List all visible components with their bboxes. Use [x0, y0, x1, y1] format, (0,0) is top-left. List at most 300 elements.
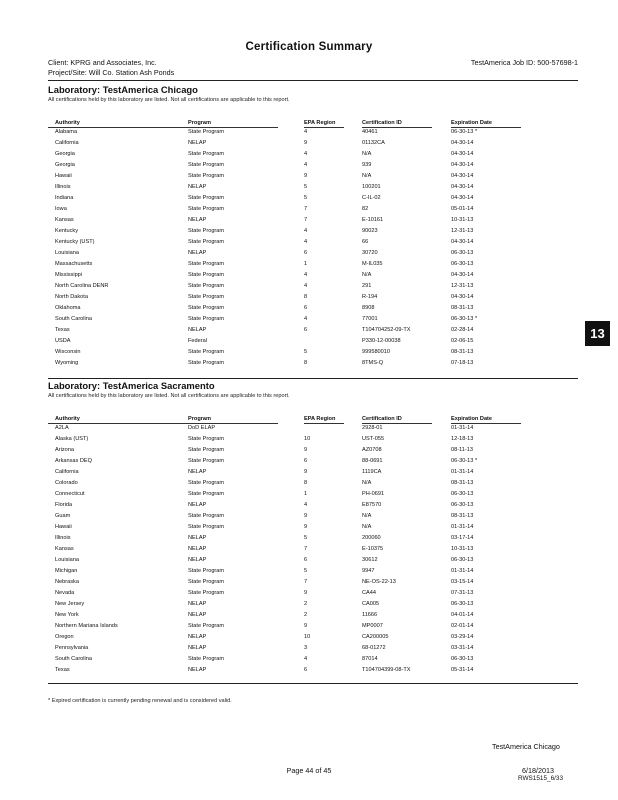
- expiration-date-cell: 03-31-14: [451, 645, 474, 651]
- program-cell: State Program: [188, 173, 225, 179]
- expiration-date-cell: 02-06-15: [451, 338, 474, 344]
- epa-region-cell: 8: [304, 480, 308, 486]
- expiration-date-cell: 06-30-13: [451, 261, 474, 267]
- doc-code: RWS1515_6/33: [518, 775, 564, 782]
- epa-region-cell: 7: [304, 546, 308, 552]
- authority-cell: Nebraska: [55, 579, 79, 585]
- epa-region-cell: 4: [304, 283, 308, 289]
- expiration-date-cell: 01-31-14: [451, 524, 474, 530]
- program-cell: State Program: [188, 579, 225, 585]
- authority-cell: Louisiana: [55, 557, 79, 563]
- program-cell: NELAP: [188, 250, 207, 256]
- expiration-date-cell: 04-01-14: [451, 612, 474, 618]
- epa-region-cell: 6: [304, 557, 308, 563]
- certification-id-cell: 200060: [362, 535, 381, 541]
- table-row: [0, 612, 618, 623]
- expiration-date-cell: 03-29-14: [451, 634, 474, 640]
- expiration-date-cell: 04-30-14: [451, 239, 474, 245]
- authority-cell: Texas: [55, 327, 70, 333]
- epa-region-cell: 4: [304, 129, 308, 135]
- program-cell: NELAP: [188, 502, 207, 508]
- footer-date: 6/18/2013: [522, 766, 554, 775]
- expiration-date-cell: 08-31-13: [451, 349, 474, 355]
- table-row: [0, 294, 618, 305]
- table-row: [0, 623, 618, 634]
- program-cell: State Program: [188, 590, 225, 596]
- expiration-date-cell: 06-30-13 *: [451, 458, 478, 464]
- authority-cell: Hawaii: [55, 524, 72, 530]
- expiration-date-cell: 04-30-14: [451, 162, 474, 168]
- table-row: [0, 469, 618, 480]
- expiration-date-cell: 08-31-13: [451, 513, 474, 519]
- epa-region-cell: 7: [304, 206, 308, 212]
- authority-cell: Alabama: [55, 129, 78, 135]
- expiration-date-cell: 04-30-14: [451, 151, 474, 157]
- program-cell: NELAP: [188, 612, 207, 618]
- certification-id-cell: 9947: [362, 568, 375, 574]
- certification-id-cell: T104704252-09-TX: [362, 327, 411, 333]
- epa-region-cell: 5: [304, 568, 308, 574]
- certification-id-cell: M-IL035: [362, 261, 383, 267]
- footer-lab: TestAmerica Chicago: [492, 742, 560, 751]
- certification-id-cell: PH-0691: [362, 491, 385, 497]
- section-tab: 13: [585, 321, 610, 346]
- expiration-date-cell: 12-31-13: [451, 228, 474, 234]
- certification-id-cell: 66: [362, 239, 369, 245]
- table-row: [0, 645, 618, 656]
- epa-region-cell: 4: [304, 151, 308, 157]
- expiration-date-cell: 04-30-14: [451, 294, 474, 300]
- table-row: [0, 162, 618, 173]
- epa-region-cell: 4: [304, 502, 308, 508]
- authority-cell: Georgia: [55, 151, 75, 157]
- authority-cell: Oklahoma: [55, 305, 81, 311]
- expiration-date-cell: 05-31-14: [451, 667, 474, 673]
- table-row: [0, 513, 618, 524]
- certification-id-cell: 30612: [362, 557, 378, 563]
- epa-region-cell: 5: [304, 195, 308, 201]
- expiration-date-cell: 12-18-13: [451, 436, 474, 442]
- program-cell: State Program: [188, 195, 225, 201]
- certification-id-cell: 999580010: [362, 349, 390, 355]
- epa-region-cell: 6: [304, 250, 308, 256]
- expiration-date-cell: 04-30-14: [451, 140, 474, 146]
- table-row: [0, 447, 618, 458]
- program-cell: State Program: [188, 151, 225, 157]
- expiration-date-cell: 06-30-13: [451, 491, 474, 497]
- col-certification-id: Certification ID: [362, 120, 402, 126]
- program-cell: State Program: [188, 283, 225, 289]
- certification-id-cell: CA44: [362, 590, 376, 596]
- epa-region-cell: 8: [304, 294, 308, 300]
- expiration-date-cell: 08-31-13: [451, 305, 474, 311]
- program-cell: NELAP: [188, 184, 207, 190]
- epa-region-cell: 4: [304, 162, 308, 168]
- table-row: [0, 195, 618, 206]
- table-row: [0, 601, 618, 612]
- program-cell: NELAP: [188, 217, 207, 223]
- authority-cell: Nevada: [55, 590, 75, 596]
- certification-id-cell: CA005: [362, 601, 380, 607]
- authority-cell: Mississippi: [55, 272, 83, 278]
- job-id: TestAmerica Job ID: 500-57698-1: [470, 58, 578, 67]
- table-rule: [48, 127, 278, 128]
- col-expiration-date: Expiration Date: [451, 416, 493, 422]
- table-row: [0, 502, 618, 513]
- program-cell: State Program: [188, 480, 225, 486]
- table-row: [0, 206, 618, 217]
- certification-id-cell: N/A: [362, 513, 372, 519]
- client-line: Client: KPRG and Associates, Inc.: [48, 58, 157, 67]
- authority-cell: Hawaii: [55, 173, 72, 179]
- epa-region-cell: 9: [304, 623, 308, 629]
- table-row: [0, 228, 618, 239]
- table-row: [0, 579, 618, 590]
- expiration-date-cell: 04-30-14: [451, 184, 474, 190]
- expiration-date-cell: 01-31-14: [451, 568, 474, 574]
- expiration-date-cell: 06-30-13 *: [451, 129, 478, 135]
- authority-cell: North Carolina DENR: [55, 283, 109, 289]
- footnote: * Expired certification is currently pending renewal and is considered valid.: [48, 698, 232, 704]
- table-row: [0, 436, 618, 447]
- authority-cell: Arizona: [55, 447, 74, 453]
- epa-region-cell: 10: [304, 436, 311, 442]
- epa-region-cell: 7: [304, 579, 308, 585]
- table-row: [0, 568, 618, 579]
- program-cell: NELAP: [188, 634, 207, 640]
- col-authority: Authority: [55, 416, 80, 422]
- expiration-date-cell: 06-30-13 *: [451, 316, 478, 322]
- expiration-date-cell: 02-28-14: [451, 327, 474, 333]
- table-row: [0, 480, 618, 491]
- expiration-date-cell: 06-30-13: [451, 656, 474, 662]
- certification-id-cell: NE-OS-22-13: [362, 579, 396, 585]
- program-cell: State Program: [188, 206, 225, 212]
- program-cell: State Program: [188, 360, 225, 366]
- epa-region-cell: 9: [304, 447, 308, 453]
- authority-cell: Arkansas DEQ: [55, 458, 92, 464]
- certification-id-cell: 291: [362, 283, 372, 289]
- epa-region-cell: 4: [304, 316, 308, 322]
- table-rule: [304, 127, 344, 128]
- epa-region-cell: 2: [304, 612, 308, 618]
- table-row: [0, 546, 618, 557]
- program-cell: State Program: [188, 272, 225, 278]
- expiration-date-cell: 04-30-14: [451, 195, 474, 201]
- epa-region-cell: 1: [304, 261, 308, 267]
- certification-id-cell: T104704399-08-TX: [362, 667, 411, 673]
- certification-id-cell: 40461: [362, 129, 378, 135]
- certification-id-cell: N/A: [362, 151, 372, 157]
- project-line: Project/Site: Will Co. Station Ash Ponds: [48, 68, 175, 77]
- certification-id-cell: 77001: [362, 316, 378, 322]
- expiration-date-cell: 03-15-14: [451, 579, 474, 585]
- table-row: [0, 261, 618, 272]
- certification-id-cell: 939: [362, 162, 372, 168]
- authority-cell: Alaska (UST): [55, 436, 89, 442]
- table-row: [0, 458, 618, 469]
- table-row: [0, 656, 618, 667]
- col-expiration-date: Expiration Date: [451, 120, 493, 126]
- expiration-date-cell: 07-18-13: [451, 360, 474, 366]
- program-cell: State Program: [188, 568, 225, 574]
- authority-cell: A2LA: [55, 425, 69, 431]
- authority-cell: Iowa: [55, 206, 67, 212]
- authority-cell: Guam: [55, 513, 71, 519]
- expiration-date-cell: 04-30-14: [451, 173, 474, 179]
- program-cell: NELAP: [188, 557, 207, 563]
- table-row: [0, 305, 618, 316]
- program-cell: State Program: [188, 447, 225, 453]
- authority-cell: USDA: [55, 338, 71, 344]
- epa-region-cell: 9: [304, 173, 308, 179]
- table-row: [0, 667, 618, 678]
- expiration-date-cell: 08-11-13: [451, 447, 473, 453]
- epa-region-cell: 1: [304, 491, 308, 497]
- epa-region-cell: 5: [304, 535, 308, 541]
- program-cell: State Program: [188, 294, 225, 300]
- certification-id-cell: 88-0691: [362, 458, 383, 464]
- authority-cell: Illinois: [55, 535, 71, 541]
- expiration-date-cell: 01-31-14: [451, 425, 474, 431]
- program-cell: State Program: [188, 316, 225, 322]
- authority-cell: Georgia: [55, 162, 75, 168]
- col-epa-region: EPA Region: [304, 120, 336, 126]
- authority-cell: Connecticut: [55, 491, 85, 497]
- expiration-date-cell: 07-31-13: [451, 590, 474, 596]
- table-rule: [362, 127, 432, 128]
- certification-id-cell: 100201: [362, 184, 381, 190]
- certification-id-cell: 1119CA: [362, 469, 382, 475]
- epa-region-cell: 6: [304, 458, 308, 464]
- epa-region-cell: 6: [304, 327, 308, 333]
- certification-id-cell: 90023: [362, 228, 378, 234]
- program-cell: NELAP: [188, 327, 207, 333]
- epa-region-cell: 9: [304, 140, 308, 146]
- header-rule: [48, 80, 578, 81]
- authority-cell: South Carolina: [55, 656, 93, 662]
- program-cell: Federal: [188, 338, 207, 344]
- program-cell: NELAP: [188, 667, 207, 673]
- expiration-date-cell: 06-30-13: [451, 557, 474, 563]
- certification-id-cell: 8908: [362, 305, 375, 311]
- table-row: [0, 316, 618, 327]
- table-row: [0, 272, 618, 283]
- authority-cell: South Carolina: [55, 316, 93, 322]
- authority-cell: Pennsylvania: [55, 645, 89, 651]
- authority-cell: Wisconsin: [55, 349, 81, 355]
- certification-id-cell: N/A: [362, 480, 372, 486]
- program-cell: NELAP: [188, 140, 207, 146]
- authority-cell: Texas: [55, 667, 70, 673]
- authority-cell: Kentucky (UST): [55, 239, 95, 245]
- epa-region-cell: 10: [304, 634, 311, 640]
- epa-region-cell: 4: [304, 272, 308, 278]
- table-row: [0, 338, 618, 349]
- authority-cell: Louisiana: [55, 250, 79, 256]
- program-cell: State Program: [188, 524, 225, 530]
- certification-id-cell: R-194: [362, 294, 378, 300]
- page-number: Page 44 of 45: [286, 766, 332, 775]
- certification-id-cell: E-10161: [362, 217, 384, 223]
- table-row: [0, 491, 618, 502]
- table-rule: [304, 423, 344, 424]
- table-rule: [451, 127, 521, 128]
- certification-id-cell: P330-12-00038: [362, 338, 401, 344]
- table-row: [0, 360, 618, 371]
- epa-region-cell: 4: [304, 228, 308, 234]
- program-cell: State Program: [188, 261, 225, 267]
- table-rule: [451, 423, 521, 424]
- certification-id-cell: CA200005: [362, 634, 389, 640]
- authority-cell: Illinois: [55, 184, 71, 190]
- epa-region-cell: 5: [304, 349, 308, 355]
- program-cell: NELAP: [188, 535, 207, 541]
- expiration-date-cell: 12-31-13: [451, 283, 474, 289]
- expiration-date-cell: 03-17-14: [451, 535, 474, 541]
- certification-id-cell: AZ0708: [362, 447, 382, 453]
- authority-cell: New York: [55, 612, 79, 618]
- table-row: [0, 557, 618, 568]
- certification-id-cell: 8TMS-Q: [362, 360, 384, 366]
- expiration-date-cell: 06-30-13: [451, 502, 474, 508]
- program-cell: State Program: [188, 239, 225, 245]
- table-row: [0, 129, 618, 140]
- lab-note: All certifications held by this laboratory are listed. Not all certifications are applicable to this report.: [48, 97, 290, 103]
- program-cell: State Program: [188, 458, 225, 464]
- col-program: Program: [188, 416, 212, 422]
- authority-cell: California: [55, 140, 79, 146]
- table-row: [0, 184, 618, 195]
- col-certification-id: Certification ID: [362, 416, 402, 422]
- authority-cell: Colorado: [55, 480, 78, 486]
- authority-cell: Kansas: [55, 217, 74, 223]
- epa-region-cell: 2: [304, 601, 308, 607]
- authority-cell: California: [55, 469, 79, 475]
- authority-cell: Wyoming: [55, 360, 79, 366]
- certification-id-cell: 11666: [362, 612, 378, 618]
- epa-region-cell: 9: [304, 469, 308, 475]
- authority-cell: Oregon: [55, 634, 74, 640]
- certification-id-cell: UST-055: [362, 436, 385, 442]
- epa-region-cell: 9: [304, 590, 308, 596]
- section-rule: [48, 378, 578, 379]
- certification-id-cell: 82: [362, 206, 369, 212]
- program-cell: DoD ELAP: [188, 425, 216, 431]
- program-cell: State Program: [188, 491, 225, 497]
- authority-cell: Massachusetts: [55, 261, 93, 267]
- epa-region-cell: 4: [304, 239, 308, 245]
- certification-id-cell: N/A: [362, 524, 372, 530]
- authority-cell: Florida: [55, 502, 73, 508]
- table-rule: [362, 423, 432, 424]
- authority-cell: North Dakota: [55, 294, 88, 300]
- program-cell: NELAP: [188, 469, 207, 475]
- epa-region-cell: 4: [304, 656, 308, 662]
- table-row: [0, 250, 618, 261]
- authority-cell: Kentucky: [55, 228, 79, 234]
- certification-id-cell: E87570: [362, 502, 382, 508]
- table-row: [0, 590, 618, 601]
- certification-id-cell: E-10375: [362, 546, 384, 552]
- program-cell: State Program: [188, 129, 225, 135]
- col-authority: Authority: [55, 120, 80, 126]
- col-program: Program: [188, 120, 212, 126]
- table-rule: [48, 423, 278, 424]
- certification-id-cell: MP0007: [362, 623, 383, 629]
- table-row: [0, 173, 618, 184]
- certification-id-cell: 2928-01: [362, 425, 383, 431]
- page-title: Certification Summary: [245, 41, 373, 53]
- certification-id-cell: N/A: [362, 173, 372, 179]
- certification-id-cell: C-IL-02: [362, 195, 381, 201]
- certification-id-cell: 68-01272: [362, 645, 386, 651]
- authority-cell: Kansas: [55, 546, 74, 552]
- table-row: [0, 425, 618, 436]
- program-cell: NELAP: [188, 546, 207, 552]
- table-row: [0, 283, 618, 294]
- program-cell: State Program: [188, 436, 225, 442]
- epa-region-cell: 7: [304, 217, 308, 223]
- certification-id-cell: N/A: [362, 272, 372, 278]
- epa-region-cell: 6: [304, 305, 308, 311]
- expiration-date-cell: 06-30-13: [451, 250, 474, 256]
- expiration-date-cell: 05-01-14: [451, 206, 474, 212]
- authority-cell: New Jersey: [55, 601, 85, 607]
- program-cell: State Program: [188, 623, 225, 629]
- epa-region-cell: 6: [304, 667, 308, 673]
- program-cell: State Program: [188, 513, 225, 519]
- table-row: [0, 239, 618, 250]
- program-cell: State Program: [188, 162, 225, 168]
- certification-id-cell: 30720: [362, 250, 378, 256]
- epa-region-cell: 8: [304, 360, 308, 366]
- program-cell: NELAP: [188, 645, 207, 651]
- epa-region-cell: 9: [304, 513, 308, 519]
- col-epa-region: EPA Region: [304, 416, 336, 422]
- expiration-date-cell: 04-30-14: [451, 272, 474, 278]
- epa-region-cell: 9: [304, 524, 308, 530]
- section-rule: [48, 683, 578, 684]
- certification-id-cell: 87014: [362, 656, 378, 662]
- program-cell: State Program: [188, 349, 225, 355]
- authority-cell: Indiana: [55, 195, 74, 201]
- table-row: [0, 151, 618, 162]
- table-row: [0, 140, 618, 151]
- certification-id-cell: 01132CA: [362, 140, 385, 146]
- table-row: [0, 634, 618, 645]
- table-row: [0, 217, 618, 228]
- table-row: [0, 349, 618, 360]
- expiration-date-cell: 10-31-13: [451, 217, 474, 223]
- expiration-date-cell: 08-31-13: [451, 480, 474, 486]
- expiration-date-cell: 01-31-14: [451, 469, 474, 475]
- authority-cell: Northern Mariana Islands: [55, 623, 118, 629]
- expiration-date-cell: 02-01-14: [451, 623, 474, 629]
- lab-note: All certifications held by this laboratory are listed. Not all certifications are applicable to this report.: [48, 393, 290, 399]
- table-row: [0, 327, 618, 338]
- lab-title: Laboratory: TestAmerica Sacramento: [48, 380, 215, 391]
- program-cell: NELAP: [188, 601, 207, 607]
- program-cell: State Program: [188, 305, 225, 311]
- lab-title: Laboratory: TestAmerica Chicago: [48, 84, 198, 95]
- table-row: [0, 524, 618, 535]
- epa-region-cell: 5: [304, 184, 308, 190]
- expiration-date-cell: 10-31-13: [451, 546, 474, 552]
- program-cell: State Program: [188, 656, 225, 662]
- program-cell: State Program: [188, 228, 225, 234]
- table-row: [0, 535, 618, 546]
